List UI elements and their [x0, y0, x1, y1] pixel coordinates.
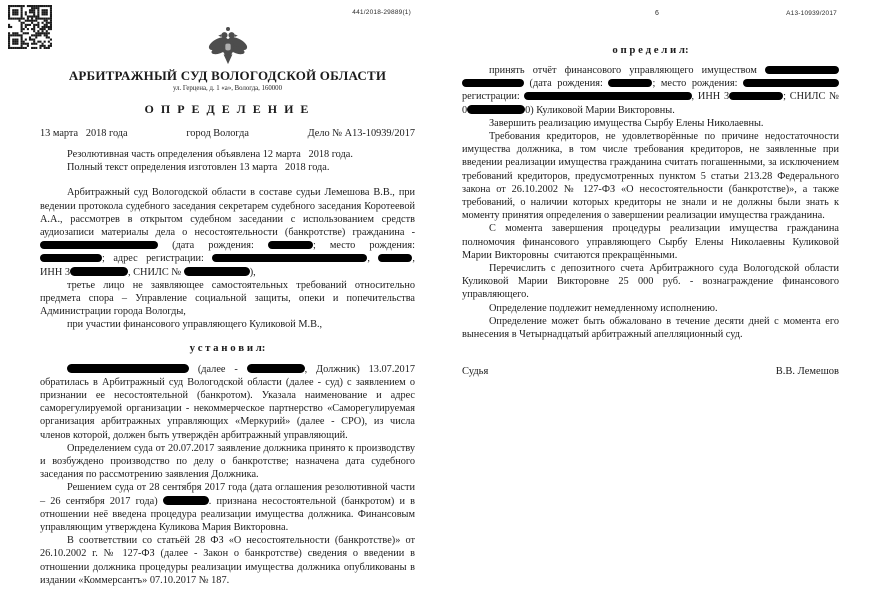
- paragraph: С момента завершения процедуры реализации имущества гражданина полномочия финансового управляющего Сырбу Елены Николаевны Куликовой Марии Викторовны считаются прекращёнными.: [462, 223, 839, 261]
- court-rulings: [462, 64, 839, 341]
- paragraph: В соответствии со статьёй 28 ФЗ «О несостоятельности (банкротстве)» от 26.10.2002 г. № 127-ФЗ (далее - Закон о банкротстве) сведения о введении в отношении должника процедуры реализации имущества должника опубликованы в издании «Коммерсантъ» 07.10.2017 № 187.: [40, 535, 415, 586]
- redacted-text: [247, 364, 305, 373]
- judge-label: Судья: [462, 366, 489, 378]
- paragraph: Определение подлежит немедленному исполнению.: [489, 302, 718, 314]
- case-number: Дело № А13-10939/2017: [307, 128, 415, 139]
- paragraph: принять отчёт финансового управляющего имуществом (дата рождения: ; место рождения: регистрации: , ИНН 3 ; СНИЛС № 0 0) Куликовой Марии Викторовны.: [462, 65, 839, 116]
- document-title: О П Р Е Д Е Л Е Н И Е: [144, 102, 311, 116]
- redacted-text: [70, 267, 128, 276]
- paragraph: третье лицо не заявляющее самостоятельных требований относительно предмета спора – Управление социальной защиты, опеки и попечительства Администрации города Вологды,: [40, 279, 415, 318]
- paragraph: Завершить реализацию имущества Сырбу Елены Николаевны.: [489, 117, 764, 129]
- paragraph: Решением суда от 28 сентября 2017 года (дата оглашения резолютивной части – 26 сентября 2017 года) . признана несостоятельной (банкротом) и в отношении неё введена процедура реализации имущества должника. Финансовым управляющим утверждена Куликова Мария Викторовна.: [40, 482, 415, 534]
- case-parties: [40, 186, 415, 331]
- redacted-text: [268, 241, 313, 250]
- redacted-text: [467, 105, 525, 114]
- redacted-text: [524, 92, 692, 101]
- redacted-text: [462, 79, 524, 88]
- paragraph: Определение может быть обжаловано в течение десяти дней с момента его вынесения в Четырнадцатый арбитражный апелляционный суд.: [462, 315, 839, 341]
- opredelil-heading: о п р е д е л и л:: [612, 44, 689, 56]
- document-number: 441/2018-29889(1): [352, 9, 411, 16]
- redacted-text: [608, 79, 652, 88]
- redacted-text: [729, 92, 783, 101]
- ustanovil-heading: у с т а н о в и л:: [189, 341, 266, 354]
- redacted-text: [743, 79, 839, 88]
- redacted-text: [163, 496, 209, 505]
- case-number-header: А13-10939/2017: [786, 10, 837, 17]
- redacted-text: [67, 364, 189, 373]
- paragraph: (далее - , Должник) 13.07.2017 обратилась в Арбитражный суд Вологодской области (далее - суд) с заявлением о признании ее несостоятельной (банкротом). Указала наименование и адрес саморегулируемой организации - некоммерческое партнерство «Саморегулируемая организация арбитражных управляющих «Меркурий» (далее - СРО), из числа членов которой, должен быть утверждён арбитражный управляющий.: [40, 363, 415, 441]
- paragraph: Резолютивная часть определения объявлена 12 марта 2018 года.: [67, 149, 353, 160]
- redacted-text: [765, 66, 839, 75]
- signature-line: [462, 366, 839, 377]
- court-name: АРБИТРАЖНЫЙ СУД ВОЛОГОДСКОЙ ОБЛАСТИ: [68, 68, 387, 83]
- judge-name: В.В. Лемешов: [775, 366, 839, 378]
- page-1: [0, 0, 437, 603]
- coat-of-arms-icon: [40, 25, 415, 65]
- redacted-text: [378, 254, 412, 263]
- case-facts: [40, 363, 415, 587]
- court-address: ул. Герцена, д. 1 «а», Вологда, 160000: [173, 85, 282, 92]
- paragraph: Перечислить с депозитного счета Арбитражного суда Вологодской области Куликовой Марии Викторовне 25 000 руб. - вознаграждение финансового управляющего.: [462, 263, 839, 301]
- paragraph: Арбитражный суд Вологодской области в составе судьи Лемешова В.В., при ведении протокола судебного заседания секретарем судебного заседания Коротеевой А.А., рассмотрев в открытом судебном заседании с использованием средств аудиозаписи материалы дела о несостоятельности (банкротстве) гражданина - (дата рождения: ; место рождения: ; адрес регистрации: , , ИНН 3 , СНИЛС № ),: [40, 187, 415, 278]
- page-number: 6: [655, 10, 659, 17]
- paragraph: Полный текст определения изготовлен 13 марта 2018 года.: [67, 162, 330, 174]
- page-2: [437, 0, 877, 603]
- qr-code-icon: [8, 5, 52, 49]
- redacted-text: [184, 267, 250, 276]
- redacted-text: [40, 241, 158, 250]
- redacted-text: [40, 254, 102, 263]
- paragraph: Определением суда от 20.07.2017 заявление должника принято к производству и возбуждено производство по делу о банкротстве; назначена дата судебного заседания по рассмотрению заявления Должника.: [40, 442, 415, 481]
- decision-date: 13 марта 2018 года: [40, 128, 128, 139]
- date-line: [40, 128, 415, 139]
- resolution-dates: [40, 148, 415, 174]
- paragraph: Требования кредиторов, не удовлетворённые по причине недостаточности имущества должника, в том числе требования кредиторов, не заявленные при введении реализации имущества гражданина считать погашенными, за исключением требований кредиторов, предусмотренных пунктом 5 статьи 213.28 Федерального закона от 26.10.2002 № 127-ФЗ «О несостоятельности (банкротстве)», а также требований, о наличии которых кредиторы не знали и не должны были знать к моменту принятия определения о завершении реализации имущества гражданина.: [462, 131, 839, 222]
- paragraph: при участии финансового управляющего Куликовой М.В.,: [67, 319, 323, 331]
- redacted-text: [212, 254, 367, 263]
- city-name: город Вологда: [186, 128, 249, 139]
